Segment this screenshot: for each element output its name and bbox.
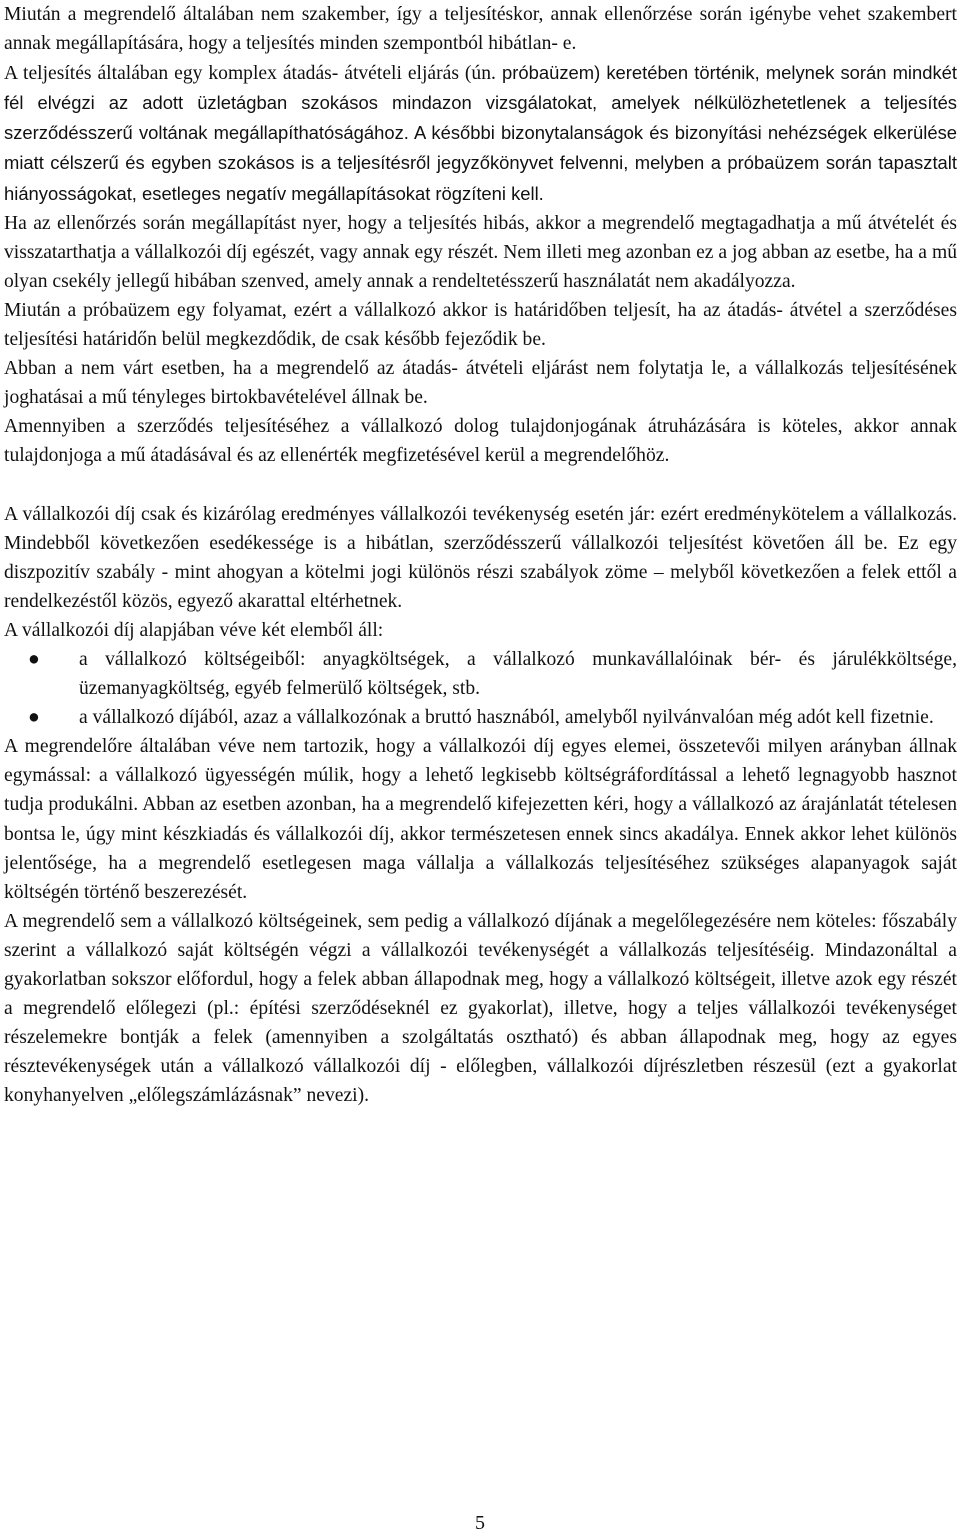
paragraph-text: Ha az ellenőrzés során megállapítást nyer, hogy a teljesítés hibás, akkor a megrendelő megtagadhatja a mű átvételét és visszatarthatja a vállalkozói díj egészét, vagy annak egy részét. [4, 212, 957, 263]
paragraph: A vállalkozói díj csak és kizárólag eredményes vállalkozói tevékenység esetén jár: ezért eredménykötelem a vállalkozás. Mindebből következően esedékessége is a hibátlan, szerződésszerű vállalkozói teljesítést követően áll be. Ez egy diszpozitív szabály - mint ahogyan a kötelmi jogi különös részi szabályok zöme – melyből következően a felek ettől a rendelkezéstől közös, egyező akarattal eltérhetnek. [4, 503, 957, 612]
paragraph-text: próbaüzem) keretében történik, melynek során mindkét fél elvégzi az adott üzletágban szokásos mindazon vizsgálatokat, amelyek nélkülözhetetlenek a teljesítés szerződésszerű voltának megállapíthatóságához. [4, 62, 957, 144]
paragraph: Abban a nem várt esetben, ha a megrendelő az átadás- átvételi eljárást nem folytatja le, a vállalkozás teljesítésének joghatásai a mű tényleges birtokbavételével állnak be. [4, 358, 957, 409]
bullet-list [4, 645, 957, 732]
document-body [4, 0, 957, 1110]
paragraph [4, 209, 957, 296]
list-item-text: a vállalkozó díjából, azaz a vállalkozónak a bruttó hasznából, amelyből nyilvánvalóan még adót kell fizetnie. [79, 707, 934, 729]
paragraph: A megrendelő sem a vállalkozó költségeinek, sem pedig a vállalkozó díjának a megelőlegezésére nem köteles: főszabály szerint a vállalkozó saját költségén végzi a vállalkozói tevékenységét a vállalkozás teljesítéséig. Mindazonáltal a gyakorlatban sokszor előfordul, hogy a felek abban állapodnak meg, hogy a vállalkozó költségeit, illetve azok egy részét a megrendelő előlegezi (pl.: építési szerződéseknél ez gyakorlat), illetve, hogy a teljes vállalkozói tevékenységet részelemekre bontják a felek (amennyiben a szolgáltatás osztható) és abban állapodnak meg, hogy az egyes résztevékenységek után a vállalkozó vállalkozói díj - előlegben, vállalkozói díjrészletben részesül (ezt a gyakorlat konyhanyelven „előlegszámlázásnak” nevezi). [4, 910, 957, 1107]
paragraph: A vállalkozói díj alapjában véve két elemből áll: [4, 619, 384, 641]
paragraph-text: Nem illeti meg azonban ez a jog abban az esetbe, ha a mű olyan csekély jellegű hibában szenved, amely annak a rendeltetésszerű használatát nem akadályozza. [4, 241, 957, 292]
list-item-text: a vállalkozó költségeiből: anyagköltségek, a vállalkozó munkavállalóinak bér- és járulékköltsége, üzemanyagköltség, egyéb felmerülő költségek, stb. [79, 648, 957, 700]
bullet-icon: ● [28, 707, 40, 729]
paragraph-text: A későbbi bizonytalanságok és bizonyítási nehézségek elkerülése miatt célszerű és egyben szokásos is a teljesítésről jegyzőkönyvet felvenni, melyben a próbaüzem során tapasztalt hiányosságokat, esetleges negatív megállapításokat rögzíteni kell. [4, 122, 957, 204]
paragraph-gap [4, 471, 957, 500]
paragraph-text: A teljesítés általában egy komplex átadás- átvételi eljárás (ún. [4, 63, 496, 85]
paragraph: A megrendelőre általában véve nem tartozik, hogy a vállalkozói díj egyes elemei, összetevői milyen arányban állnak egymással: a vállalkozó ügyességén múlik, hogy a lehető legkisebb költségráfordítással a lehető legnagyobb hasznot tudja produkálni. Abban az esetben azonban, ha a megrendelő kifejezetten kéri, hogy a vállalkozó az árajánlatát tételesen bontsa le, úgy mint készkiadás és vállalkozói díj, akkor természetesen ennek sincs akadálya. Ennek akkor lehet különös jelentősége, ha a megrendelő esetlegesen maga vállalja a vállalkozás teljesítéséhez szükséges alapanyagok saját költségén történő beszerezését. [4, 736, 957, 903]
paragraph: Amennyiben a szerződés teljesítéséhez a vállalkozó dolog tulajdonjogának átruházására is köteles, akkor annak tulajdonjoga a mű átadásával és az ellenérték megfizetésével kerül a megrendelőhöz. [4, 416, 957, 467]
bullet-icon: ● [28, 648, 40, 670]
paragraph: Miután a próbaüzem egy folyamat, ezért a vállalkozó akkor is határidőben teljesít, ha az átadás- átvétel a szerződéses teljesítési határidőn belül megkezdődik, de csak később fejeződik be. [4, 299, 957, 351]
paragraph: Miután a megrendelő általában nem szakember, így a teljesítéskor, annak ellenőrzése során igénybe vehet szakembert annak megállapítására, hogy a teljesítés minden szempontból hibátlan- e. [4, 4, 957, 55]
list-item [4, 703, 957, 732]
page-number: 5 [475, 1512, 485, 1534]
paragraph [4, 58, 957, 208]
list-item [4, 645, 957, 703]
